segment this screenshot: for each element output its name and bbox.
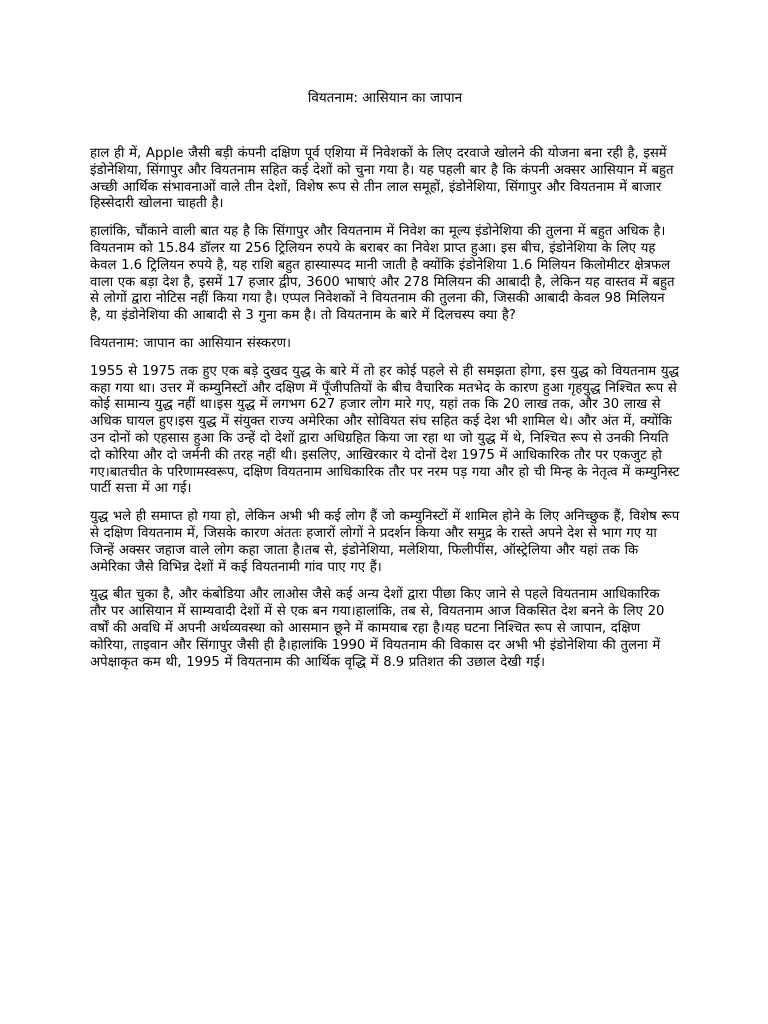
document-title: वियतनाम: आसियान का जापान: [307, 90, 463, 106]
section-heading: वियतनाम: जापान का आसियान संस्करण।: [90, 335, 292, 351]
paragraph-intro: हाल ही में, Apple जैसी बड़ी कंपनी दक्षिण पूर्व एशिया में निवेशकों के लिए दरवाजे खोलने की योजना बना रही है, इसमें इंडोनेशिया, सिंगापुर और वियतनाम सहित कई देशों को चुना गया है। यह पहली बार है कि कंपनी अक्सर आसियान में बहुत अच्छी आर्थिक संभावनाओं वाले तीन देशों, विशेष रूप से तीन लाल समूहों, इंडोनेशिया, सिंगापुर और वियतनाम में बाजार हिस्सेदारी खोलना चाहती है।: [90, 146, 674, 212]
document-page: [90, 88, 680, 682]
paragraph-war: 1955 से 1975 तक हुए एक बड़े दुखद युद्ध के बारे में तो हर कोई पहले से ही समझता होगा, इस युद्ध को वियतनाम युद्ध कहा गया था। उत्तर में कम्युनिस्टों और दक्षिण में पूँजीपतियों के बीच वैचारिक मतभेद के कारण हुआ गृहयुद्ध निश्चित रूप से कोई सामान्य युद्ध नहीं था।इस युद्ध में लगभग 627 हजार लोग मारे गए, यहां तक कि 20 लाख तक, और 30 लाख से अधिक घायल हुए।इस युद्ध में संयुक्त राज्य अमेरिका और सोवियत संघ सहित कई देश भी शामिल थे। और अंत में, क्योंकि उन दोनों को एहसास हुआ कि उन्हें दो देशों द्वारा अधिग्रहित किया जा रहा था जो युद्ध में थे, निश्चित रूप से उनकी नियति दो कोरिया और दो जर्मनी की तरह नहीं थी। इसलिए, आखिरकार ये दोनों देश 1975 में आधिकारिक तौर पर एकजुट हो गए।बातचीत के परिणामस्वरूप, दक्षिण वियतनाम आधिकारिक तौर पर नरम पड़ गया और हो ची मिन्ह के नेतृत्व में कम्युनिस्ट पार्टी सत्ता में आ गई।: [90, 363, 680, 497]
paragraph-investment: हालांकि, चौंकाने वाली बात यह है कि सिंगापुर और वियतनाम में निवेश का मूल्य इंडोनेशिया की तुलना में बहुत अधिक है। वियतनाम को 15.84 डॉलर या 256 ट्रिलियन रुपये के बराबर का निवेश प्राप्त हुआ। इस बीच, इंडोनेशिया के लिए यह केवल 1.6 ट्रिलियन रुपये है, यह राशि बहुत हास्यास्पद मानी जाती है क्योंकि इंडोनेशिया 1.6 मिलियन किलोमीटर क्षेत्रफल वाला एक बड़ा देश है, इसमें 17 हजार द्वीप, 3600 भाषाएं और 278 मिलियन की आबादी है, लेकिन यह वास्तव में बहुत से लोगों द्वारा नोटिस नहीं किया गया है। एप्पल निवेशकों ने वियतनाम की तुलना की, जिसकी आबादी केवल 98 मिलियन है, या इंडोनेशिया की आबादी से 3 गुना कम है। तो वियतनाम के बारे में दिलचस्प क्या है?: [90, 224, 675, 324]
paragraph-aftermath: युद्ध भले ही समाप्त हो गया हो, लेकिन अभी भी कई लोग हैं जो कम्युनिस्टों में शामिल होने के लिए अनिच्छुक हैं, विशेष रूप से दक्षिण वियतनाम में, जिसके कारण अंततः हजारों लोगों ने प्रदर्शन किया और समुद्र के रास्ते अपने देश से भाग गए या जिन्हें अक्सर जहाज वाले लोग कहा जाता है।तब से, इंडोनेशिया, मलेशिया, फिलीपींस, ऑस्ट्रेलिया और यहां तक कि अमेरिका जैसे विभिन्न देशों में कई वियतनामी गांव पाए गए हैं।: [90, 509, 680, 575]
paragraph-growth: युद्ध बीत चुका है, और कंबोडिया और लाओस जैसे कई अन्य देशों द्वारा पीछा किए जाने से पहले वियतनाम आधिकारिक तौर पर आसियान में साम्यवादी देशों में से एक बन गया।हालांकि, तब से, वियतनाम आज विकसित देश बनने के लिए 20 वर्षों की अवधि में अपनी अर्थव्यवस्था को आसमान छूने में कामयाब रहा है।यह घटना निश्चित रूप से जापान, दक्षिण कोरिया, ताइवान और सिंगापुर जैसी ही है।हालांकि 1990 में वियतनाम की विकास दर अभी भी इंडोनेशिया की तुलना में अपेक्षाकृत कम थी, 1995 में वियतनाम की आर्थिक वृद्धि में 8.9 प्रतिशत की उछाल देखी गई।: [90, 587, 665, 670]
